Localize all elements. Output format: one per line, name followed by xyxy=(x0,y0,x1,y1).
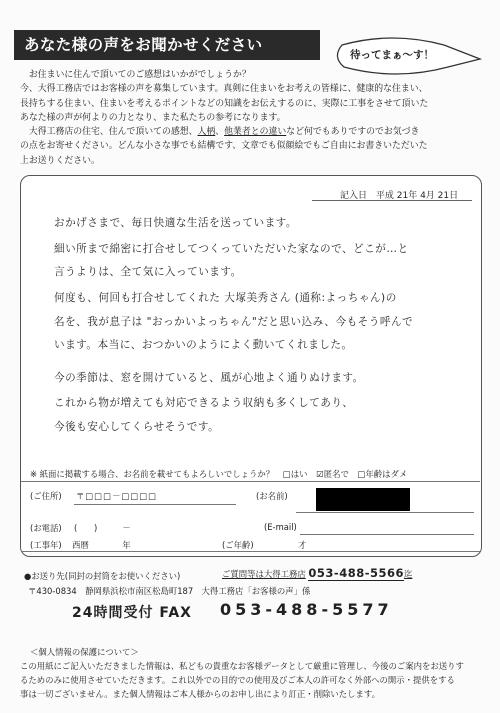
intro-line: あなた様の声が何よりの力となり、また私たちの参考になります。 xyxy=(20,112,286,123)
intro-line: 上お送りください。 xyxy=(20,155,100,166)
consent-question: ※ 紙面に掲載する場合、お名前を載せてもよろしいでしょうか？ xyxy=(30,469,275,479)
phone-label: (お電話) xyxy=(30,523,62,533)
intro-text xyxy=(20,68,482,168)
redacted-name-block xyxy=(316,488,410,511)
email-field[interactable] xyxy=(300,534,474,535)
consent-option-no-age[interactable] xyxy=(358,469,408,479)
email-label: (E-mail) xyxy=(264,522,297,532)
checkbox-checked-icon[interactable]: ☑ xyxy=(316,469,324,479)
handwritten-line: これから物が増えても対応できるよう収納も多くしてあり、 xyxy=(54,397,354,409)
address-label: (ご住所) xyxy=(30,491,62,501)
handwritten-line: 細い所まで綿密に打合せしてつくっていただいた家なので、どこが…と xyxy=(54,243,409,255)
age-label: (ご年齢) xyxy=(222,540,254,550)
name-underline xyxy=(296,512,474,513)
fax-number[interactable]: 053-488-5577 xyxy=(220,600,393,619)
consent-row xyxy=(30,468,407,480)
age-field[interactable]: 才 xyxy=(298,540,307,550)
date-underline xyxy=(312,200,472,201)
name-label: (お名前) xyxy=(256,491,288,501)
address-field[interactable]: 〒□□□－□□□□ xyxy=(76,491,158,501)
speech-bubble-text: 待ってまぁ～す！ xyxy=(350,49,434,61)
handwritten-line: 今後も安心してくらせそうです。 xyxy=(54,421,220,433)
intro-line: の点をお寄せください。どんな小さな事でも結構です、文章でも似顔絵でもご自由にお書きいただいた xyxy=(20,141,428,152)
intro-line: 今、大得工務店ではお客様の声を募集しています。真剣に住まいをお考えの皆様に、健康的な住まい、 xyxy=(20,84,428,95)
inquiry-suffix: 迄 xyxy=(404,569,413,579)
option-label: 匿名で xyxy=(323,469,349,479)
privacy-line: この用紙にご記入いただきました情報は、私どもの貴重なお客様データとして厳重に管理し、今後のご案内をお送りす xyxy=(20,661,464,671)
fax-label: 24時間受付 FAX xyxy=(72,605,192,621)
option-label: はい xyxy=(290,469,308,479)
mailing-address: 〒430-0834 静岡県浜松市南区松島町187 大得工務店「お客様の声」係 xyxy=(28,586,311,596)
inquiry-phone-number[interactable]: 053-488-5566 xyxy=(308,566,404,580)
address-underline xyxy=(74,504,236,505)
handwritten-line: います。本当に、おつかいのようによく動いてくれました。 xyxy=(54,339,353,351)
construction-year-field[interactable]: 西暦 年 xyxy=(72,540,131,550)
phone-field[interactable]: ( ) － xyxy=(74,523,131,533)
checkbox-icon[interactable]: □ xyxy=(357,469,366,479)
date-value: 平成 21年 4月 21日 xyxy=(375,191,459,201)
page-title: あなた様の声をお聞かせください xyxy=(14,30,320,60)
handwritten-line: おかげさまで、毎日快適な生活を送っています。 xyxy=(54,217,298,229)
privacy-section xyxy=(20,645,486,701)
inquiry-line xyxy=(222,566,412,580)
privacy-heading: ＜個人情報の保護について＞ xyxy=(30,647,139,657)
option-label: 年齢はダメ xyxy=(365,469,408,479)
privacy-line: るためのみに使用させていただきます。これ以外での目的での使用及びご本人の許可なく外部への開示・提供をする xyxy=(20,675,455,685)
divider xyxy=(21,481,480,482)
mailing-heading: ●お送り先(同封の封筒をお使いください) xyxy=(24,571,181,581)
intro-line: 大得工務店の住宅、住んで頂いての感想、人柄、他業者との違いなど何でもありですのでお気づき xyxy=(20,127,420,138)
handwritten-line: 何度も、何回も打合せしてくれた 大塚美秀さん (通称:よっちゃん)の xyxy=(54,292,397,304)
construction-year-label: (工事年) xyxy=(30,540,62,550)
divider xyxy=(21,551,480,552)
intro-line: お住まいに住んで頂いてのご感想はいかがでしょうか？ xyxy=(20,70,251,80)
checkbox-icon[interactable]: □ xyxy=(282,469,291,479)
handwritten-line: 名を、我が息子は "おっかいよっちゃん"だと思い込み、今もそう呼んで xyxy=(54,316,414,328)
handwritten-line: 言うよりは、全て気に入っています。 xyxy=(54,266,242,278)
date-label: 記入日 xyxy=(340,191,368,201)
handwritten-line: 今の季節は、窓を開けていると、風が心地よく通りぬけます。 xyxy=(54,372,364,384)
intro-line: 長持ちする住まい、住まいを考えるポイントなどの知識をお伝えするのに、実際に工事をさせて頂いた xyxy=(20,98,429,109)
consent-option-anonymous[interactable] xyxy=(316,469,351,479)
privacy-line: 事は一切ございません。また個人情報はご本人様からのお申し出により訂正・削除いたします。 xyxy=(20,689,380,699)
inquiry-prefix: ご質問等は大得工務店 xyxy=(222,569,306,579)
consent-option-yes[interactable] xyxy=(283,469,310,479)
